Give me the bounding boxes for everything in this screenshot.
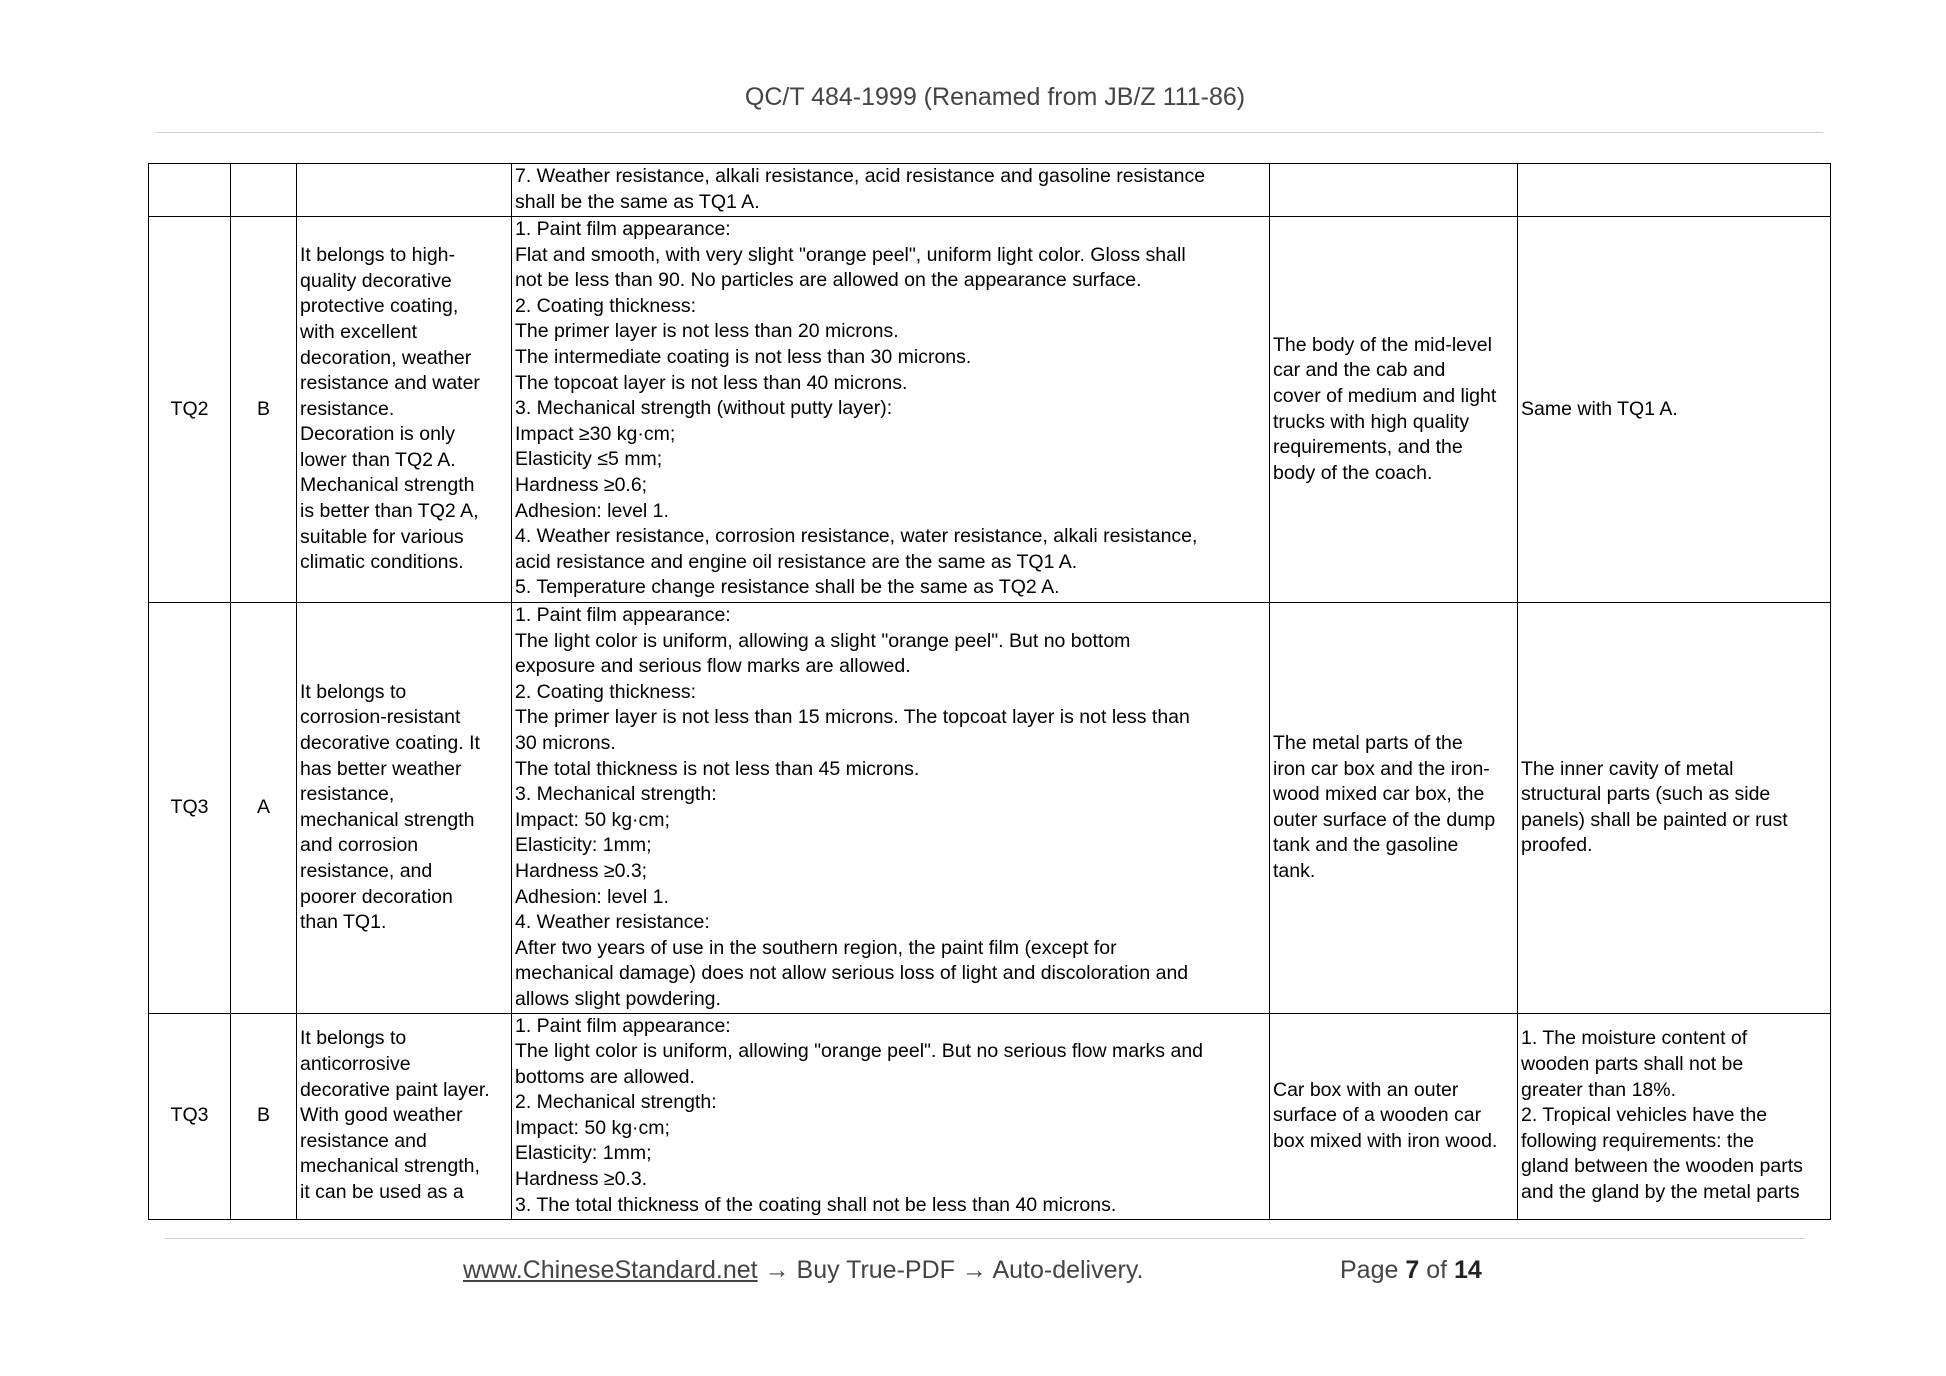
footer-divider — [165, 1238, 1805, 1239]
cell-text-line: suitable for various — [300, 525, 464, 548]
cell-requirements — [512, 1013, 1270, 1219]
cell-notes — [1518, 217, 1831, 603]
cell-text-line: box mixed with iron wood. — [1273, 1129, 1498, 1152]
cell-text-line: resistance. — [300, 397, 395, 420]
cell-text-line: Flat and smooth, with very slight "orange peel", uniform light color. Gloss shall — [515, 243, 1186, 266]
cell-text-line: 1. The moisture content of — [1521, 1027, 1748, 1050]
cell-text-line: climatic conditions. — [300, 551, 464, 574]
page-number — [1340, 1256, 1482, 1285]
cell-text-line: corrosion-resistant — [300, 706, 461, 729]
cell-text-line: Hardness ≥0.3; — [515, 859, 648, 882]
cell-text-line: Same with TQ1 A. — [1521, 397, 1678, 420]
cell-text-line: with excellent — [300, 320, 418, 343]
cell-level: B — [231, 1013, 297, 1219]
cell-requirements — [512, 603, 1270, 1014]
cell-text-line: allows slight powdering. — [515, 987, 721, 1010]
cell-text-line: Impact ≥30 kg·cm; — [515, 422, 676, 445]
cell-text-line: has better weather — [300, 757, 462, 780]
footer-buy-text: Buy True-PDF — [796, 1256, 955, 1284]
cell-text-line: Mechanical strength — [300, 474, 475, 497]
cell-text-line: poorer decoration — [300, 885, 453, 908]
cell-text-line: It belongs to high- — [300, 244, 456, 267]
cell-text-line: Decoration is only — [300, 423, 455, 446]
footer-promo — [463, 1256, 1143, 1285]
cell-text-line: 4. Weather resistance, corrosion resistance, water resistance, alkali resistance, — [515, 525, 1198, 548]
cell-text-line: 1. Paint film appearance: — [515, 218, 731, 240]
cell-description — [297, 603, 512, 1014]
table-body — [149, 164, 1831, 1220]
cell-text-line: and corrosion — [300, 834, 419, 857]
cell-text-line: car and the cab and — [1273, 359, 1446, 382]
cell-text-line: acid resistance and engine oil resistance are the same as TQ1 A. — [515, 550, 1078, 573]
cell-application — [1270, 1013, 1518, 1219]
cell-text-line: anticorrosive — [300, 1053, 411, 1076]
cell-text-line: Adhesion: level 1. — [515, 499, 669, 522]
cell-text-line: 7. Weather resistance, alkali resistance, acid resistance and gasoline resistance — [515, 165, 1206, 187]
cell-requirements — [512, 217, 1270, 603]
cell-grade: TQ2 — [149, 217, 231, 603]
footer-delivery-text: Auto-delivery. — [992, 1256, 1144, 1284]
cell-text-line: greater than 18%. — [1521, 1078, 1677, 1101]
cell-text-line: requirements, and the — [1273, 436, 1463, 459]
cell-text-line: Impact: 50 kg·cm; — [515, 808, 670, 831]
cell-text-line: gland between the wooden parts — [1521, 1155, 1803, 1178]
cell-text-line: quality decorative — [300, 269, 452, 292]
cell-text-line: resistance and — [300, 1129, 427, 1152]
cell-text-line: 2. Mechanical strength: — [515, 1091, 717, 1114]
cell-text-line: It belongs to — [300, 1027, 407, 1050]
cell-text-line: decoration, weather — [300, 346, 472, 369]
cell-text-line: protective coating, — [300, 295, 459, 318]
cell-text-line: 3. Mechanical strength: — [515, 783, 717, 806]
cell-text-line: wooden parts shall not be — [1521, 1053, 1744, 1076]
cell-text-line: resistance, — [300, 783, 395, 806]
cell-notes — [1518, 164, 1831, 217]
cell-text-line: tank and the gasoline — [1273, 834, 1459, 857]
cell-text-line: With good weather — [300, 1104, 463, 1127]
cell-text-line: 1. Paint film appearance: — [515, 604, 731, 626]
cell-text-line: surface of a wooden car — [1273, 1104, 1482, 1127]
cell-text-line: wood mixed car box, the — [1273, 783, 1485, 806]
cell-text-line: iron car box and the iron- — [1273, 757, 1490, 780]
cell-text-line: than TQ1. — [300, 911, 387, 934]
cell-text-line: Car box with an outer — [1273, 1078, 1459, 1101]
cell-text-line: trucks with high quality — [1273, 410, 1470, 433]
cell-text-line: 2. Tropical vehicles have the — [1521, 1104, 1768, 1127]
cell-text-line: following requirements: the — [1521, 1129, 1755, 1152]
page-total: 14 — [1454, 1256, 1482, 1284]
cell-text-line: 2. Coating thickness: — [515, 294, 697, 317]
cell-application — [1270, 217, 1518, 603]
cell-text-line: The metal parts of the — [1273, 731, 1463, 754]
header-divider — [155, 132, 1823, 133]
cell-description — [297, 164, 512, 217]
cell-text-line: It belongs to — [300, 680, 407, 703]
cell-notes — [1518, 1013, 1831, 1219]
cell-text-line: After two years of use in the southern region, the paint film (except for — [515, 936, 1117, 959]
cell-text-line: The primer layer is not less than 15 microns. The topcoat layer is not less than — [515, 706, 1190, 729]
cell-text-line: decorative coating. It — [300, 731, 480, 754]
cell-text-line: 3. The total thickness of the coating shall not be less than 40 microns. — [515, 1193, 1117, 1216]
cell-text-line: panels) shall be painted or rust — [1521, 808, 1788, 831]
cell-text-line: Elasticity: 1mm; — [515, 1142, 652, 1165]
cell-text-line: The light color is uniform, allowing a slight "orange peel". But no bottom — [515, 629, 1131, 652]
table-row — [149, 164, 1831, 217]
page-header-title: QC/T 484-1999 (Renamed from JB/Z 111-86) — [744, 83, 1246, 111]
cell-text-line: is better than TQ2 A, — [300, 500, 479, 523]
cell-requirements — [512, 164, 1270, 217]
cell-grade: TQ3 — [149, 603, 231, 1014]
cell-text-line: and the gland by the metal parts — [1521, 1180, 1800, 1203]
cell-text-line: body of the coach. — [1273, 461, 1433, 484]
cell-text-line: Hardness ≥0.3. — [515, 1168, 648, 1191]
cell-text-line: The inner cavity of metal — [1521, 757, 1734, 780]
cell-level: B — [231, 217, 297, 603]
cell-text-line: Impact: 50 kg·cm; — [515, 1116, 670, 1139]
cell-text-line: it can be used as a — [300, 1180, 464, 1203]
table-row — [149, 1013, 1831, 1219]
arrow-icon: → — [961, 1256, 987, 1284]
cell-text-line: The body of the mid-level — [1273, 333, 1492, 356]
page-current: 7 — [1405, 1256, 1420, 1284]
cell-text-line: 5. Temperature change resistance shall be the same as TQ2 A. — [515, 576, 1060, 599]
cell-text-line: The total thickness is not less than 45 microns. — [515, 757, 920, 780]
cell-text-line: The intermediate coating is not less than 30 microns. — [515, 345, 972, 368]
cell-text-line: 4. Weather resistance: — [515, 911, 710, 934]
cell-text-line: 3. Mechanical strength (without putty layer): — [515, 397, 893, 420]
cell-text-line: mechanical damage) does not allow serious loss of light and discoloration and — [515, 962, 1189, 985]
cell-level: A — [231, 603, 297, 1014]
cell-grade — [149, 164, 231, 217]
cell-grade: TQ3 — [149, 1013, 231, 1219]
cell-text-line: 1. Paint film appearance: — [515, 1014, 731, 1037]
cell-text-line: lower than TQ2 A. — [300, 448, 456, 471]
cell-text-line: The topcoat layer is not less than 40 microns. — [515, 371, 908, 394]
cell-text-line: structural parts (such as side — [1521, 783, 1771, 806]
cell-text-line: 2. Coating thickness: — [515, 680, 697, 703]
chinesestandard-link[interactable]: www.ChineseStandard.net — [463, 1256, 758, 1284]
arrow-icon: → — [764, 1256, 790, 1284]
table-row — [149, 217, 1831, 603]
cell-text-line: bottoms are allowed. — [515, 1065, 695, 1088]
cell-text-line: proofed. — [1521, 834, 1593, 857]
cell-text-line: 30 microns. — [515, 731, 616, 754]
coating-spec-table — [148, 163, 1831, 1220]
cell-text-line: not be less than 90. No particles are allowed on the appearance surface. — [515, 269, 1142, 292]
page-of-label: of — [1426, 1256, 1448, 1284]
cell-text-line: mechanical strength — [300, 808, 475, 831]
cell-level — [231, 164, 297, 217]
cell-application — [1270, 603, 1518, 1014]
cell-text-line: exposure and serious flow marks are allowed. — [515, 655, 911, 678]
cell-description — [297, 1013, 512, 1219]
cell-text-line: Elasticity ≤5 mm; — [515, 448, 663, 471]
cell-description — [297, 217, 512, 603]
cell-notes — [1518, 603, 1831, 1014]
page-label: Page — [1340, 1256, 1399, 1284]
table-row — [149, 603, 1831, 1014]
cell-text-line: resistance and water — [300, 372, 480, 395]
cell-text-line: tank. — [1273, 859, 1316, 882]
cell-text-line: Hardness ≥0.6; — [515, 473, 648, 496]
cell-text-line: mechanical strength, — [300, 1155, 480, 1178]
cell-text-line: resistance, and — [300, 859, 433, 882]
cell-text-line: Adhesion: level 1. — [515, 885, 669, 908]
cell-text-line: Elasticity: 1mm; — [515, 834, 652, 857]
cell-text-line: The primer layer is not less than 20 microns. — [515, 320, 899, 343]
cell-text-line: The light color is uniform, allowing "orange peel". But no serious flow marks and — [515, 1040, 1204, 1063]
cell-text-line: cover of medium and light — [1273, 384, 1497, 407]
cell-application — [1270, 164, 1518, 217]
cell-text-line: outer surface of the dump — [1273, 808, 1496, 831]
cell-text-line: decorative paint layer. — [300, 1078, 490, 1101]
cell-text-line: shall be the same as TQ1 A. — [515, 190, 760, 213]
